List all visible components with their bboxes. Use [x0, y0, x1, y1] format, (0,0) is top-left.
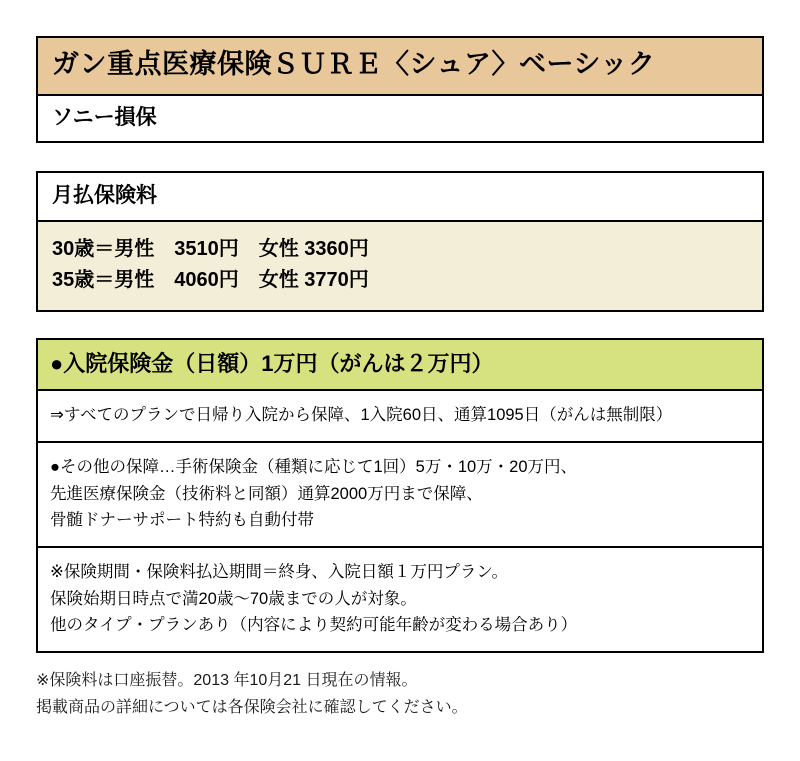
- coverage-note-line: ⇒すべてのプランで日帰り入院から保障、1入院60日、通算1095日（がんは無制限）: [50, 406, 673, 425]
- coverage-terms-line: ※保険期間・保険料払込期間＝終身、入院日額１万円プラン。: [50, 563, 509, 582]
- premium-block: [36, 171, 764, 312]
- footnote: [36, 668, 764, 721]
- premium-table: [38, 220, 762, 310]
- coverage-others-section: [38, 441, 762, 546]
- product-title: ガン重点医療保険ＳＵＲＥ〈シュア〉ベーシック: [38, 38, 762, 94]
- coverage-terms-section: [38, 546, 762, 651]
- footnote-line: ※保険料は口座振替。2013 年10月21 日現在の情報。: [36, 672, 418, 690]
- coverage-heading: ●入院保険金（日額）1万円（がんは２万円）: [38, 340, 762, 389]
- coverage-terms-line: 保険始期日時点で満20歳〜70歳までの人が対象。: [50, 589, 417, 608]
- product-header-block: [36, 36, 764, 143]
- coverage-block: [36, 338, 764, 653]
- coverage-terms-line: 他のタイプ・プランあり（内容により契約可能年齢が変わる場合あり）: [50, 616, 578, 635]
- coverage-note-section: [38, 389, 762, 441]
- insurance-company-name: ソニー損保: [38, 94, 762, 141]
- spacer-2: [36, 312, 764, 338]
- premium-row: 30歳＝男性 3510円 女性 3360円: [52, 237, 369, 260]
- premium-heading: 月払保険料: [52, 183, 157, 207]
- footnote-line: 掲載商品の詳細については各保険会社に確認してください。: [36, 698, 468, 716]
- coverage-others-line: ●その他の保障…手術保険金（種類に応じて1回）5万・10万・20万円、: [50, 457, 578, 476]
- coverage-others-line: 先進医療保険金（技術料と同額）通算2000万円まで保障、: [50, 484, 483, 503]
- premium-row: 35歳＝男性 4060円 女性 3770円: [52, 268, 369, 291]
- spacer-1: [36, 143, 764, 171]
- coverage-others-line: 骨髄ドナーサポート特約も自動付帯: [50, 511, 314, 530]
